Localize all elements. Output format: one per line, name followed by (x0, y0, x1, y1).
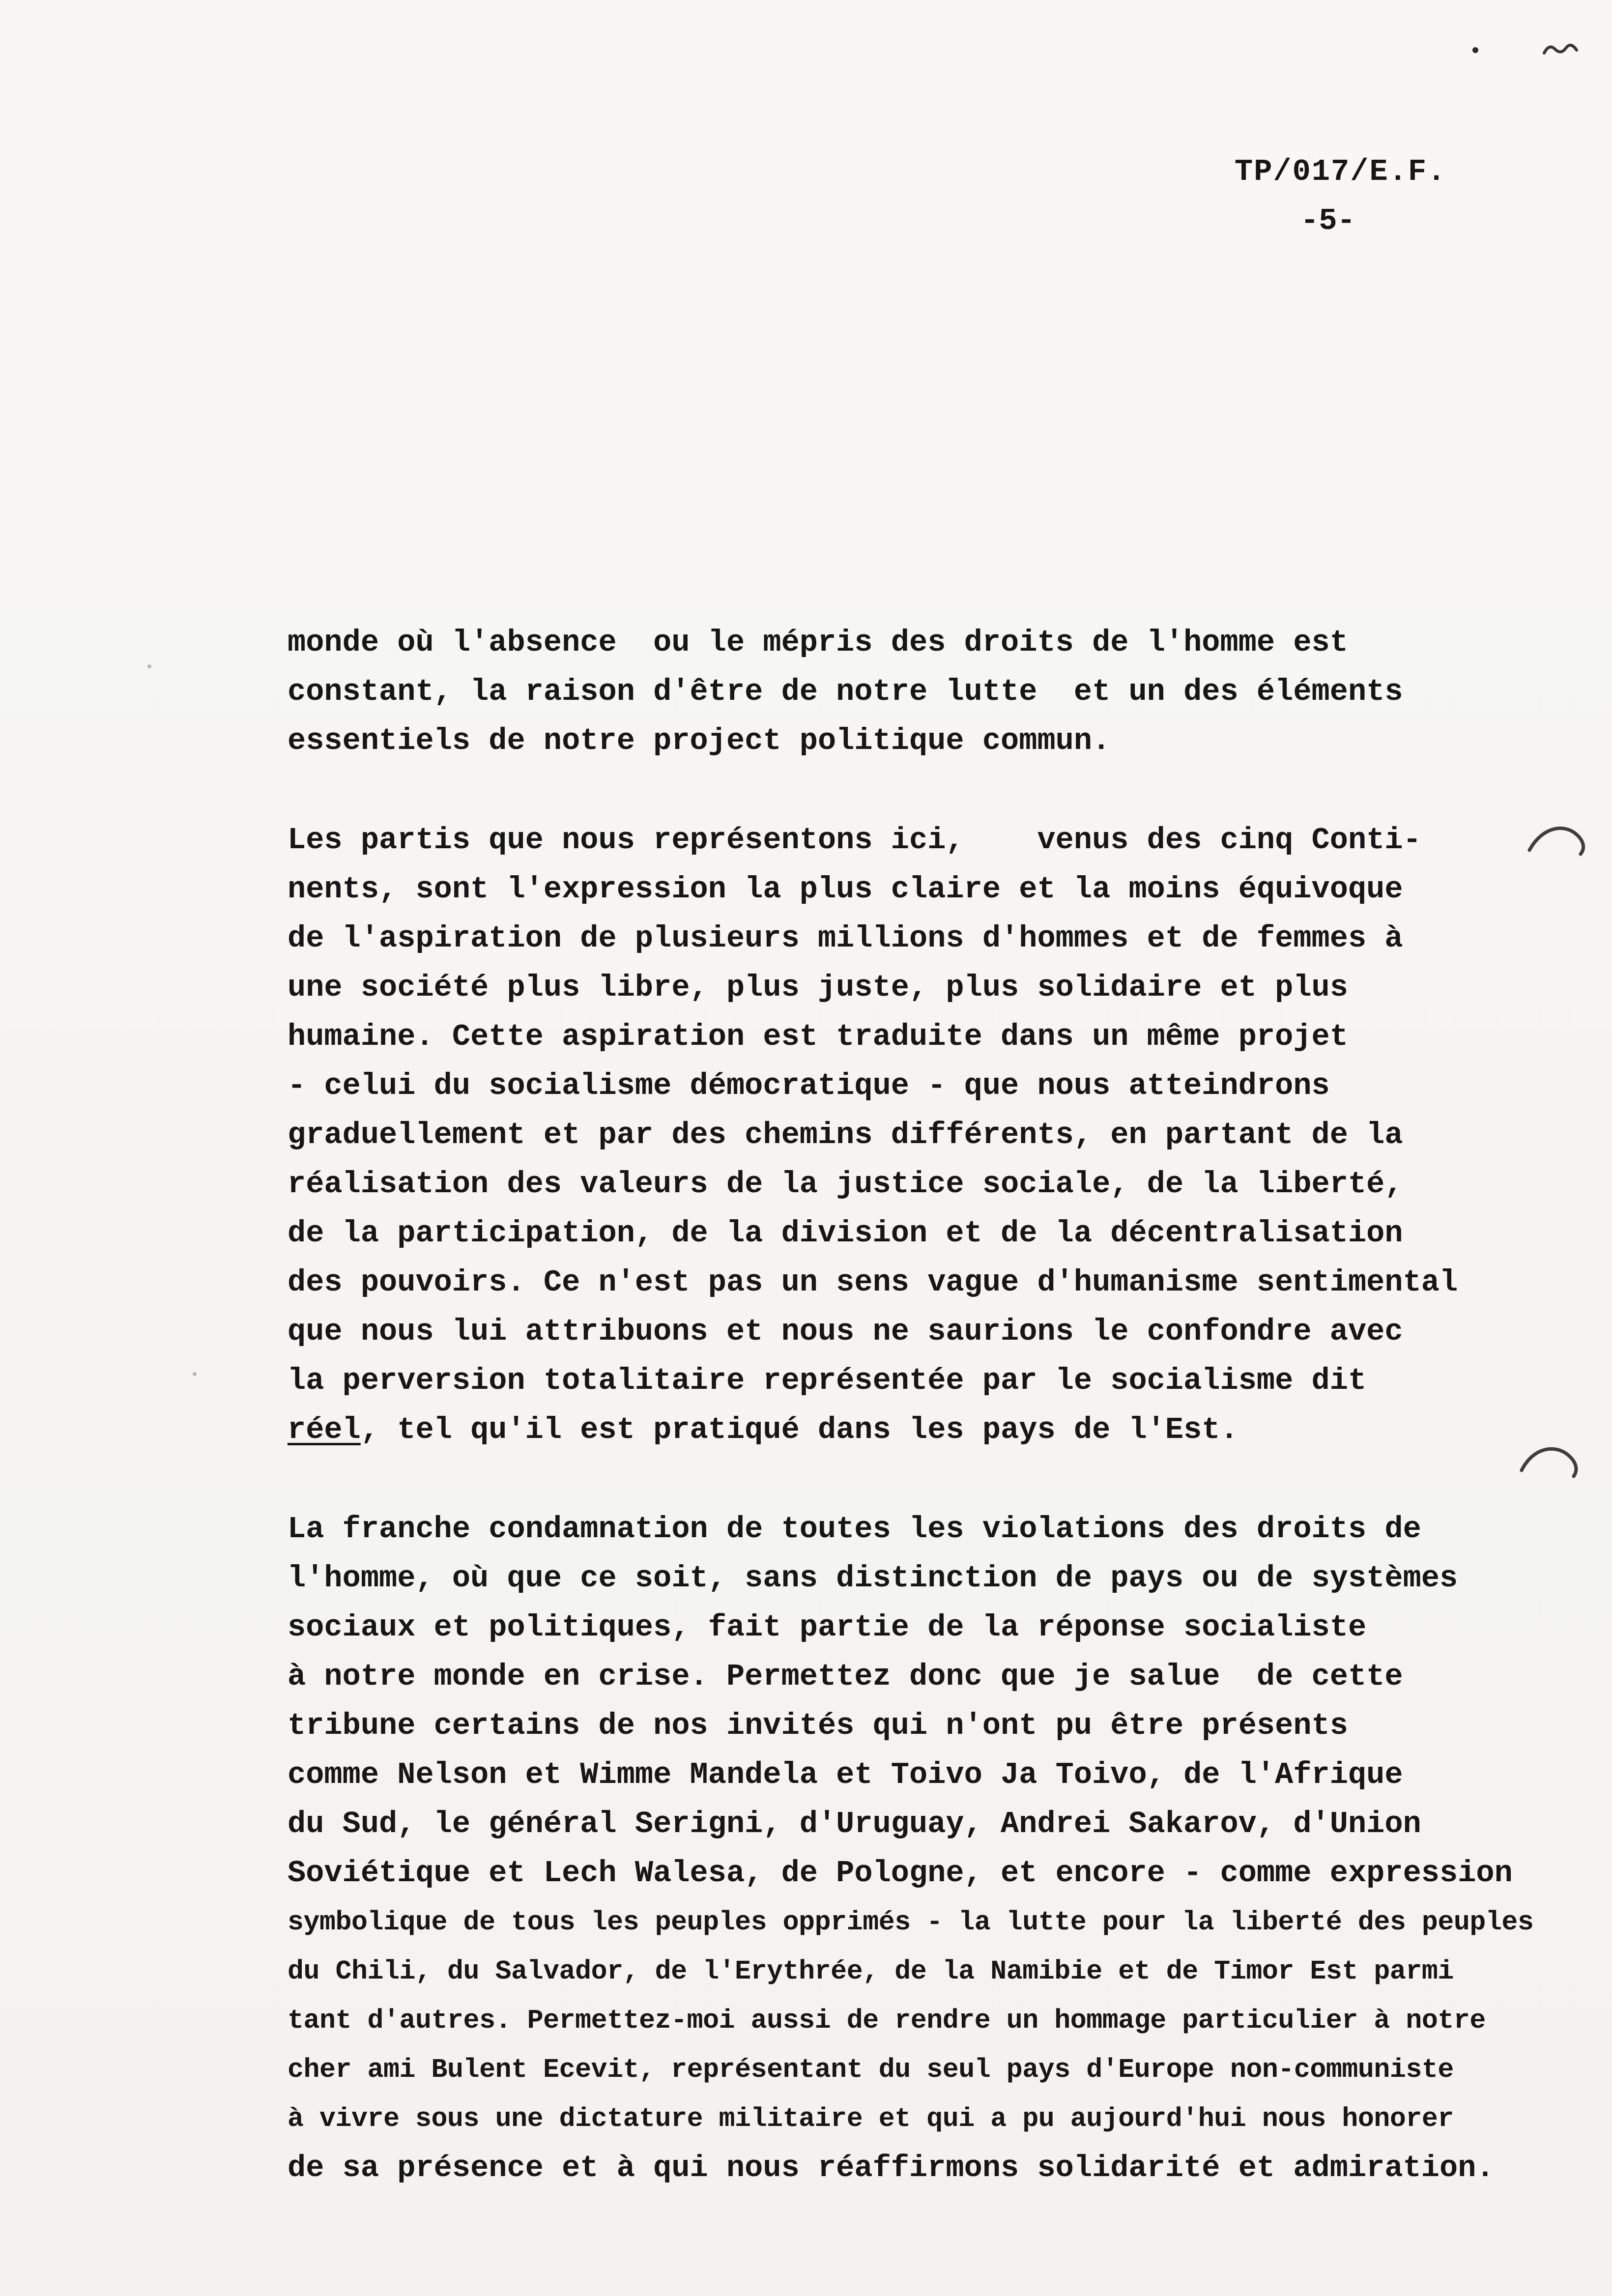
text-line (288, 1652, 1605, 1701)
text-segment: nents, sont l'expression la plus claire et la moins équivoque (288, 872, 1403, 907)
text-line (288, 1258, 1605, 1307)
text-line (288, 1111, 1605, 1160)
text-line (288, 1505, 1605, 1554)
text-line (288, 816, 1605, 865)
paragraph (288, 816, 1605, 1455)
text-segment: de l'aspiration de plusieurs millions d'hommes et de femmes à (288, 921, 1403, 956)
text-segment: monde où l'absence ou le mépris des droits de l'homme est (288, 625, 1348, 660)
text-segment: de sa présence et à qui nous réaffirmons solidarité et admiration. (288, 2151, 1495, 2185)
text-line (288, 717, 1605, 766)
text-segment: La franche condamnation de toutes les violations des droits de (288, 1512, 1421, 1547)
text-line (288, 1751, 1605, 1800)
scan-squiggle-icon (1542, 40, 1582, 60)
text-segment: - celui du socialisme démocratique - que nous atteindrons (288, 1068, 1330, 1103)
text-line (288, 1012, 1605, 1062)
text-segment: réalisation des valeurs de la justice sociale, de la liberté, (288, 1167, 1403, 1202)
text-line (288, 1898, 1605, 1947)
text-segment: constant, la raison d'être de notre lutte et un des éléments (288, 674, 1403, 709)
paragraph (288, 618, 1605, 766)
text-line (288, 1356, 1605, 1406)
text-line (288, 1307, 1605, 1356)
text-segment: Les partis que nous représentons ici, venus des cinq Conti- (288, 823, 1421, 858)
text-line (288, 1209, 1605, 1258)
text-segment: de la participation, de la division et de la décentralisation (288, 1216, 1403, 1251)
text-segment: à vivre sous une dictature militaire et qui a pu aujourd'hui nous honorer (288, 2103, 1454, 2134)
text-segment: humaine. Cette aspiration est traduite dans un même projet (288, 1019, 1348, 1054)
text-line (288, 1849, 1605, 1898)
text-segment: à notre monde en crise. Permettez donc que je salue de cette (288, 1659, 1403, 1694)
text-segment: cher ami Bulent Ecevit, représentant du seul pays d'Europe non-communiste (288, 2054, 1454, 2085)
text-segment: tant d'autres. Permettez-moi aussi de rendre un hommage particulier à notre (288, 2005, 1486, 2036)
text-segment: graduellement et par des chemins différents, en partant de la (288, 1118, 1403, 1152)
text-segment: une société plus libre, plus juste, plus solidaire et plus (288, 970, 1348, 1005)
text-segment: la perversion totalitaire représentée par le socialisme dit (288, 1363, 1367, 1398)
text-line (288, 1406, 1605, 1455)
text-line (288, 1160, 1605, 1209)
page-header (1235, 147, 1446, 246)
text-segment: des pouvoirs. Ce n'est pas un sens vague d'humanisme sentimental (288, 1265, 1458, 1300)
text-line (288, 618, 1605, 667)
text-line (288, 1062, 1605, 1111)
text-line (288, 667, 1605, 717)
text-segment: , tel qu'il est pratiqué dans les pays de l'Est. (360, 1412, 1238, 1447)
text-line (288, 2144, 1605, 2193)
handwritten-mark-icon (1520, 1443, 1583, 1481)
text-line (288, 2095, 1605, 2144)
text-segment: tribune certains de nos invités qui n'ont pu être présents (288, 1708, 1348, 1743)
text-segment: du Sud, le général Serigni, d'Uruguay, Andrei Sakarov, d'Union (288, 1807, 1421, 1841)
text-segment: symbolique de tous les peuples opprimés - la lutte pour la liberté des peuples (288, 1907, 1534, 1938)
text-line (288, 2045, 1605, 2095)
scan-speck (193, 1372, 197, 1376)
text-line (288, 1603, 1605, 1652)
text-line (288, 914, 1605, 963)
text-segment: sociaux et politiques, fait partie de la réponse socialiste (288, 1610, 1367, 1645)
text-segment: comme Nelson et Wimme Mandela et Toivo Ja Toivo, de l'Afrique (288, 1757, 1403, 1792)
text-segment: Soviétique et Lech Walesa, de Pologne, et encore - comme expression (288, 1856, 1513, 1891)
handwritten-mark-icon (1527, 822, 1591, 860)
document-body (288, 618, 1605, 2193)
text-line (288, 1701, 1605, 1751)
paragraph (288, 1505, 1605, 2193)
text-line (288, 1947, 1605, 1996)
text-line (288, 1800, 1605, 1849)
page-number: -5- (1300, 203, 1355, 238)
scan-speck (147, 664, 151, 668)
text-segment: l'homme, où que ce soit, sans distinction de pays ou de systèmes (288, 1561, 1458, 1596)
text-segment: du Chili, du Salvador, de l'Erythrée, de la Namibie et de Timor Est parmi (288, 1956, 1454, 1987)
underlined-text: réel (288, 1412, 361, 1447)
text-line (288, 963, 1605, 1012)
text-line (288, 1996, 1605, 2045)
text-line (288, 1554, 1605, 1603)
document-reference: TP/017/E.F. (1235, 154, 1447, 189)
text-line (288, 865, 1605, 914)
text-segment: que nous lui attribuons et nous ne saurions le confondre avec (288, 1314, 1403, 1349)
scan-dot (1472, 47, 1478, 53)
text-segment: essentiels de notre project politique commun. (288, 723, 1111, 758)
